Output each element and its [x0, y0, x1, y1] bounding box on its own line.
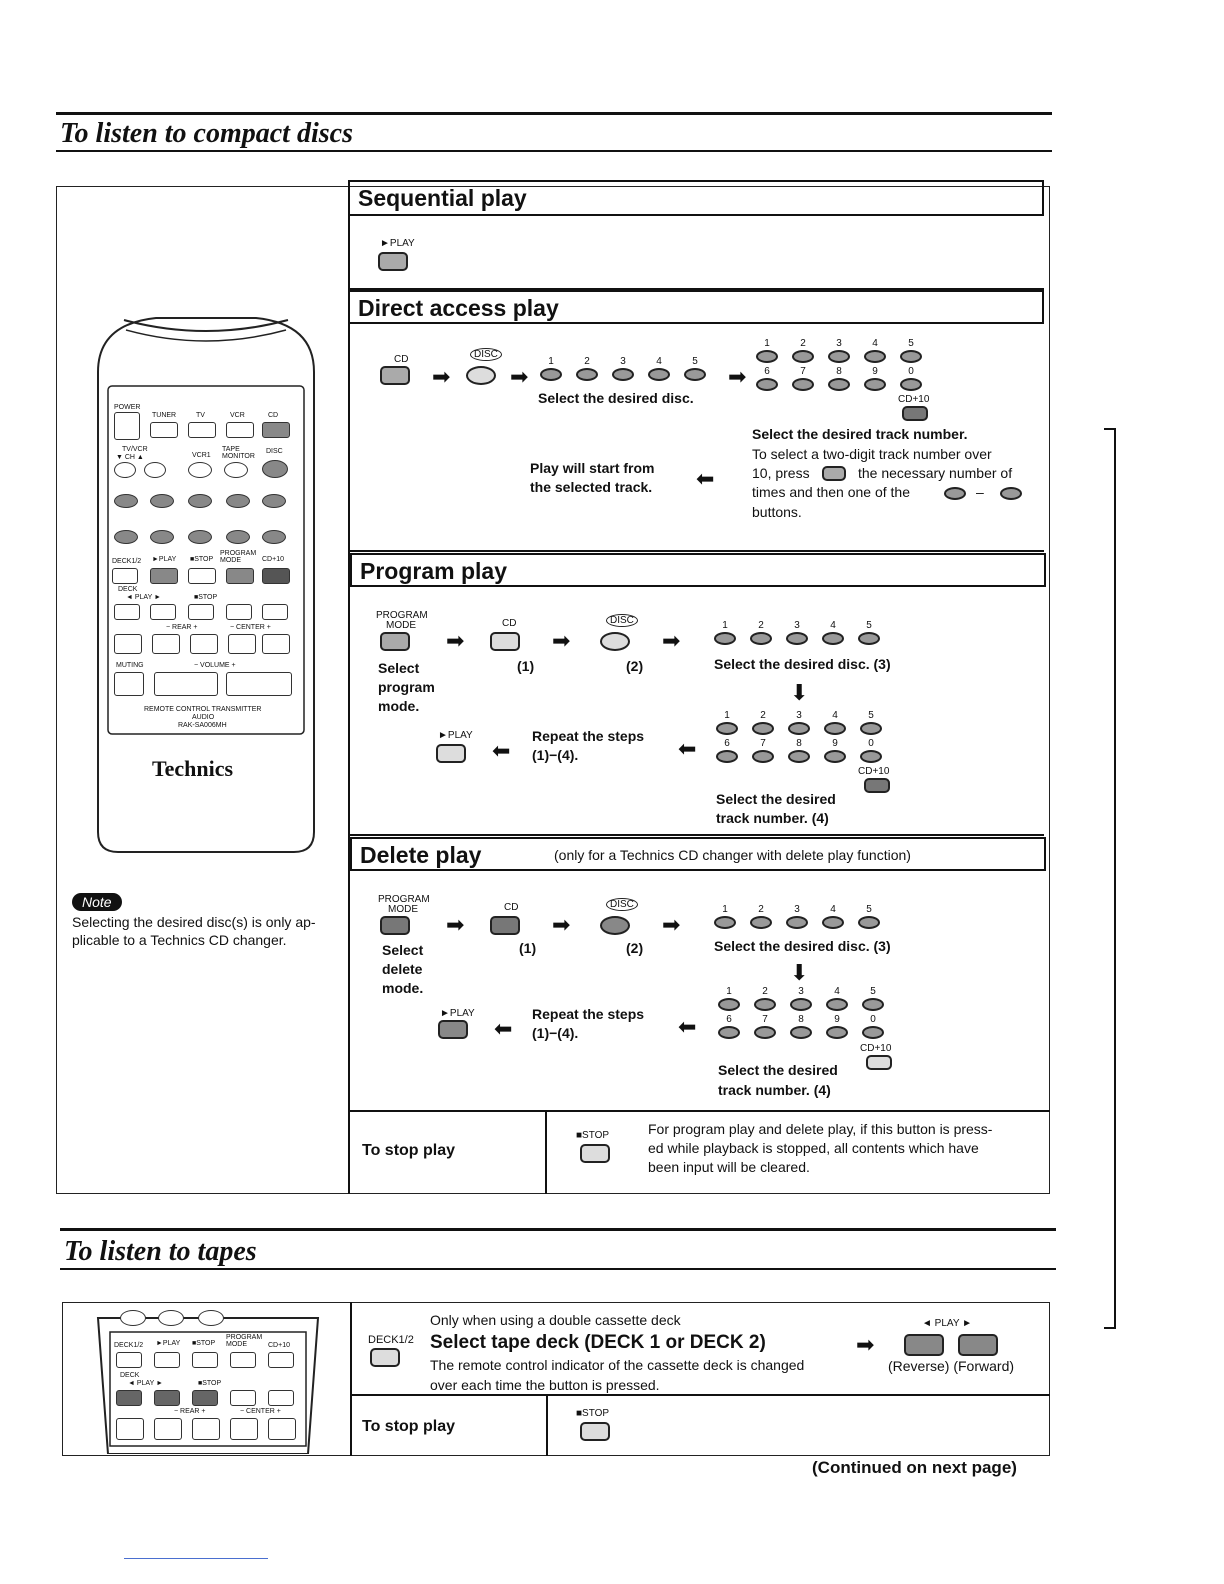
prog-track-num-label-7: 7 [760, 738, 766, 749]
prog-disc-num-button-4[interactable] [822, 632, 844, 645]
cd-stop-desc-1: For program play and delete play, if this button is press- [648, 1121, 993, 1137]
arrow-right-icon: ➡ [510, 364, 529, 389]
arrow-right-icon: ➡ [662, 912, 681, 937]
del-play-button[interactable] [438, 1020, 468, 1039]
remote-rear-down-button[interactable] [152, 634, 180, 654]
tape-remote-deck12-label: DECK1/2 [114, 1342, 144, 1349]
prog-track-num-button-5[interactable] [860, 722, 882, 735]
del-track-num-button-2[interactable] [754, 998, 776, 1011]
direct-track-num-button-4[interactable] [864, 350, 886, 363]
tape-reverse-button[interactable] [904, 1334, 944, 1356]
remote-footer-2: AUDIO [192, 714, 215, 721]
remote-num-6[interactable] [114, 530, 138, 544]
prog-play-button[interactable] [436, 744, 466, 763]
prog-disc-num-button-2[interactable] [750, 632, 772, 645]
note-text-2: plicable to a Technics CD changer. [72, 932, 287, 948]
tape-remote-b2 [154, 1418, 182, 1440]
del-track-num-label-3: 3 [798, 986, 804, 997]
direct-track-num-label-5: 5 [908, 338, 914, 349]
direct-track-num-label-9: 9 [872, 366, 878, 377]
prog-track-num-label-5: 5 [868, 710, 874, 721]
tape-remote-top-oval-2 [158, 1310, 184, 1326]
tape-remote-play-label: ►PLAY [156, 1340, 181, 1347]
prog-play-label: ►PLAY [438, 730, 473, 741]
del-disc-button[interactable] [600, 916, 630, 935]
direct-disc-num-label-1: 1 [548, 356, 554, 367]
remote-tuner-label: TUNER [152, 412, 177, 419]
remote-muting-label: MUTING [116, 662, 144, 669]
remote-tape-monitor-label: TAPE MONITOR [222, 446, 255, 460]
remote-program-mode-button[interactable] [226, 568, 254, 584]
remote-vcr-label: VCR [230, 412, 245, 419]
remote-rear-label: − REAR + [166, 624, 198, 631]
prog-disc-num-label-5: 5 [866, 620, 872, 631]
cd-stop-desc-3: been input will be cleared. [648, 1159, 810, 1175]
del-disc-num-label-5: 5 [866, 904, 872, 915]
del-disc-num-button-5[interactable] [858, 916, 880, 929]
seq-play-label: ►PLAY [380, 238, 415, 249]
tape-remote-cd10-label: CD+10 [268, 1342, 290, 1349]
cd-stop-button[interactable] [580, 1144, 610, 1163]
del-select-mode-2: delete [382, 961, 423, 977]
tape-remote-deck12-button [116, 1352, 142, 1368]
prog-select-track-2: track number. (4) [716, 810, 829, 826]
prog-disc-num-label-3: 3 [794, 620, 800, 631]
direct-track-num-label-6: 6 [764, 366, 770, 377]
remote-center-label: − CENTER + [230, 624, 271, 631]
remote-center-down-button[interactable] [228, 634, 256, 654]
delete-play-heading [350, 837, 1046, 871]
remote-center-up-button[interactable] [262, 634, 290, 654]
remote-num-3[interactable] [188, 494, 212, 508]
prog-select-mode-3: mode. [378, 698, 420, 714]
arrow-right-icon: ➡ [662, 628, 681, 653]
del-play-label: ►PLAY [440, 1008, 475, 1019]
arrow-left-icon: ⬅ [492, 738, 511, 763]
remote-ch-label: ▼ CH ▲ [116, 454, 144, 461]
seq-play-button[interactable] [378, 252, 408, 271]
remote-disc-button[interactable] [262, 460, 288, 478]
del-track-num-label-4: 4 [834, 986, 840, 997]
del-select-track-2: track number. (4) [718, 1082, 831, 1098]
remote-footer-1: REMOTE CONTROL TRANSMITTER [144, 706, 262, 713]
remote-tvvcr-label: TV/VCR [122, 446, 148, 453]
direct-track-num-button-5[interactable] [900, 350, 922, 363]
remote-footer-3: RAK-SA006MH [178, 722, 227, 729]
prog-track-num-label-4: 4 [832, 710, 838, 721]
tape-remote-cdstop-button [192, 1352, 218, 1368]
prog-step-2: (2) [626, 658, 644, 674]
remote-volume-up-button[interactable] [226, 672, 292, 696]
direct-track-num-button-9[interactable] [864, 378, 886, 391]
prog-track-num-label-9: 9 [832, 738, 838, 749]
prog-track-num-label-0: 0 [868, 738, 874, 749]
prog-track-num-button-9[interactable] [824, 750, 846, 763]
del-cd-label: CD [504, 902, 519, 913]
prog-disc-num-button-5[interactable] [858, 632, 880, 645]
del-cd10-button[interactable] [866, 1055, 892, 1070]
direct-track-num-button-8[interactable] [828, 378, 850, 391]
prog-track-num-label-3: 3 [796, 710, 802, 721]
prog-disc-num-button-1[interactable] [714, 632, 736, 645]
tape-remote-progmode-button [230, 1352, 256, 1368]
remote-ch-up-button[interactable] [144, 462, 166, 478]
prog-select-mode-2: program [378, 679, 435, 695]
direct-disc-num-label-2: 2 [584, 356, 590, 367]
program-play-heading: Program play [350, 553, 1046, 587]
tape-remote-closeup [94, 1304, 322, 1454]
inline-cd10-button [822, 466, 846, 481]
direct-play-start-2: the selected track. [530, 479, 653, 495]
tape-remote-rear-label: − REAR + [174, 1408, 206, 1415]
del-select-disc: Select the desired disc. (3) [714, 938, 891, 954]
prog-step-1: (1) [517, 658, 535, 674]
arrow-right-icon: ➡ [552, 912, 571, 937]
remote-deck12-label: DECK1/2 [112, 558, 142, 565]
del-track-num-label-9: 9 [834, 1014, 840, 1025]
del-disc-num-button-1[interactable] [714, 916, 736, 929]
remote-tape-monitor-button[interactable] [224, 462, 248, 478]
tape-stop-label: To stop play [362, 1418, 456, 1435]
remote-muting-button[interactable] [114, 672, 144, 696]
prog-repeat-1: Repeat the steps [532, 728, 645, 744]
prog-track-num-label-1: 1 [724, 710, 730, 721]
del-disc-num-button-3[interactable] [786, 916, 808, 929]
cd-section-title: To listen to compact discs [60, 118, 353, 149]
arrow-right-icon: ➡ [446, 912, 465, 937]
direct-track-num-button-6[interactable] [756, 378, 778, 391]
inline-num-1-icon [944, 487, 966, 500]
del-track-num-label-6: 6 [726, 1014, 732, 1025]
del-disc-num-button-4[interactable] [822, 916, 844, 929]
direct-track-num-button-1[interactable] [756, 350, 778, 363]
prog-mode-button[interactable] [380, 632, 410, 651]
tape-remote-top-oval-1 [120, 1310, 146, 1326]
delete-play-title: Delete play [360, 842, 482, 868]
remote-num-4[interactable] [226, 494, 250, 508]
prog-select-mode-1: Select [378, 660, 420, 676]
prog-track-num-label-2: 2 [760, 710, 766, 721]
tape-remote-stop-label: ■STOP [192, 1340, 216, 1347]
tape-indicator-2: over each time the button is pressed. [430, 1377, 660, 1393]
del-track-num-button-8[interactable] [790, 1026, 812, 1039]
remote-vcr1-label: VCR1 [192, 452, 211, 459]
tape-remote-fwd-button [154, 1390, 180, 1406]
remote-num-1[interactable] [114, 494, 138, 508]
del-step-2: (2) [626, 940, 644, 956]
prog-cd-button[interactable] [490, 632, 520, 651]
tape-remote-deckplay-label: ◄ PLAY ► [128, 1380, 163, 1387]
remote-cd-button[interactable] [262, 422, 290, 438]
prog-track-num-button-0[interactable] [860, 750, 882, 763]
del-cd10-label: CD+10 [860, 1043, 892, 1054]
prog-select-disc: Select the desired disc. (3) [714, 656, 891, 672]
del-step-1: (1) [519, 940, 537, 956]
remote-cd-play-button[interactable] [150, 568, 178, 584]
del-disc-num-label-4: 4 [830, 904, 836, 915]
remote-vcr1-button[interactable] [188, 462, 212, 478]
remote-tv-label: TV [196, 412, 205, 419]
remote-cd-stop-button[interactable] [188, 568, 216, 584]
del-track-num-label-8: 8 [798, 1014, 804, 1025]
arrow-down-icon: ⬇ [790, 680, 809, 705]
prog-disc-num-label-4: 4 [830, 620, 836, 631]
del-track-num-button-3[interactable] [790, 998, 812, 1011]
direct-track-num-label-4: 4 [872, 338, 878, 349]
direct-access-heading: Direct access play [348, 290, 1044, 324]
direct-track-num-button-2[interactable] [792, 350, 814, 363]
remote-volume-down-button[interactable] [154, 672, 218, 696]
dash-icon: – [976, 484, 984, 500]
del-track-num-button-6[interactable] [718, 1026, 740, 1039]
arrow-left-icon: ⬅ [696, 466, 715, 491]
prog-mode-label-1: PROGRAM [376, 610, 428, 621]
remote-deck-rev-button[interactable] [114, 604, 140, 620]
remote-num-0[interactable] [262, 530, 286, 544]
tape-indicator-1: The remote control indicator of the cassette deck is changed [430, 1357, 805, 1373]
remote-num-2[interactable] [150, 494, 174, 508]
note-badge: Note [72, 893, 122, 911]
remote-control [96, 312, 316, 856]
arrow-left-icon: ⬅ [678, 1014, 697, 1039]
tape-stop-button[interactable] [580, 1422, 610, 1441]
direct-track-note-1: To select a two-digit track number over [752, 446, 992, 462]
del-select-mode-1: Select [382, 942, 424, 958]
tape-stop-button-label: ■STOP [576, 1408, 610, 1419]
cd-stop-button-label: ■STOP [576, 1130, 610, 1141]
direct-disc-num-button-2[interactable] [576, 368, 598, 381]
remote-cd10-label: CD+10 [262, 556, 284, 563]
note-text-1: Selecting the desired disc(s) is only ap- [72, 914, 316, 930]
arrow-right-icon: ➡ [728, 364, 747, 389]
remote-rear-up-button[interactable] [190, 634, 218, 654]
remote-deck-play-label: ◄ PLAY ► [126, 594, 161, 601]
del-mode-button[interactable] [380, 916, 410, 935]
tape-remote-rev-button [116, 1390, 142, 1406]
direct-track-num-label-2: 2 [800, 338, 806, 349]
remote-tuner-button[interactable] [150, 422, 178, 438]
del-track-num-label-7: 7 [762, 1014, 768, 1025]
direct-select-disc: Select the desired disc. [538, 390, 694, 406]
del-mode-label-2: MODE [388, 904, 418, 915]
remote-num-9[interactable] [226, 530, 250, 544]
del-track-num-button-7[interactable] [754, 1026, 776, 1039]
direct-track-note-2: 10, press [752, 465, 810, 481]
tape-remote-b1 [116, 1418, 144, 1440]
remote-cd10-button[interactable] [262, 568, 290, 584]
direct-disc-num-button-1[interactable] [540, 368, 562, 381]
remote-deck12-button[interactable] [112, 568, 138, 584]
del-track-num-label-0: 0 [870, 1014, 876, 1025]
tape-remote-program-label: PROGRAM MODE [226, 1334, 263, 1348]
del-track-num-label-2: 2 [762, 986, 768, 997]
del-track-num-button-1[interactable] [718, 998, 740, 1011]
direct-disc-button[interactable] [466, 366, 496, 385]
prog-track-num-button-2[interactable] [752, 722, 774, 735]
direct-cd-button[interactable] [380, 366, 410, 385]
direct-disc-label: DISC [470, 348, 502, 361]
remote-play-label: ►PLAY [152, 556, 177, 563]
prog-track-num-button-3[interactable] [788, 722, 810, 735]
tape-remote-vcrplay-button [230, 1390, 256, 1406]
del-track-num-label-5: 5 [870, 986, 876, 997]
prog-disc-label: DISC [606, 614, 638, 627]
remote-deck-label: DECK [118, 586, 138, 593]
direct-track-num-button-0[interactable] [900, 378, 922, 391]
del-disc-num-label-1: 1 [722, 904, 728, 915]
del-repeat-1: Repeat the steps [532, 1006, 645, 1022]
sequential-play-heading: Sequential play [348, 180, 1044, 216]
tape-remote-b4 [230, 1418, 258, 1440]
tape-rev-fwd: (Reverse) (Forward) [888, 1358, 1015, 1374]
tape-remote-cdplay-button [154, 1352, 180, 1368]
direct-cd10-button[interactable] [902, 406, 928, 421]
remote-cd-label: CD [268, 412, 279, 419]
prog-cd-label: CD [502, 618, 517, 629]
tape-remote-b5 [268, 1418, 296, 1440]
prog-track-num-button-8[interactable] [788, 750, 810, 763]
del-track-num-button-4[interactable] [826, 998, 848, 1011]
prog-select-track-1: Select the desired [716, 791, 836, 807]
tape-play-label: ◄ PLAY ► [922, 1318, 972, 1329]
direct-track-note-3: the necessary number of [858, 465, 1013, 481]
remote-num-5[interactable] [262, 494, 286, 508]
tape-section-title: To listen to tapes [64, 1236, 257, 1267]
direct-play-start-1: Play will start from [530, 460, 655, 476]
direct-track-note-5: buttons. [752, 504, 802, 520]
tape-remote-vcrstop-button [268, 1390, 294, 1406]
delete-play-note: (only for a Technics CD changer with delete play function) [554, 847, 911, 863]
tape-remote-top-oval-3 [198, 1310, 224, 1326]
remote-deck-stop-label: ■STOP [194, 594, 218, 601]
prog-repeat-2: (1)−(4). [532, 747, 579, 763]
direct-select-track: Select the desired track number. [752, 426, 968, 442]
arrow-right-icon: ➡ [432, 364, 451, 389]
tape-remote-deck-label: DECK [120, 1372, 140, 1379]
tape-remote-cd10-button [268, 1352, 294, 1368]
prog-disc-num-label-2: 2 [758, 620, 764, 631]
prog-track-num-button-1[interactable] [716, 722, 738, 735]
prog-track-num-label-6: 6 [724, 738, 730, 749]
remote-stop-label: ■STOP [190, 556, 214, 563]
direct-track-num-label-7: 7 [800, 366, 806, 377]
prog-track-num-button-7[interactable] [752, 750, 774, 763]
tape-remote-center-label: − CENTER + [240, 1408, 281, 1415]
arrow-down-icon: ⬇ [790, 960, 809, 985]
del-disc-num-label-2: 2 [758, 904, 764, 915]
direct-track-num-button-3[interactable] [828, 350, 850, 363]
tape-remote-b3 [192, 1418, 220, 1440]
remote-vcr-stop-button[interactable] [262, 604, 288, 620]
prog-disc-button[interactable] [600, 632, 630, 651]
direct-track-num-label-1: 1 [764, 338, 770, 349]
prog-track-num-button-6[interactable] [716, 750, 738, 763]
direct-track-num-button-7[interactable] [792, 378, 814, 391]
direct-cd10-label: CD+10 [898, 394, 930, 405]
del-disc-num-button-2[interactable] [750, 916, 772, 929]
cd-stop-label: To stop play [362, 1142, 456, 1159]
del-track-num-label-1: 1 [726, 986, 732, 997]
direct-track-note-4: times and then one of the [752, 484, 910, 500]
direct-track-num-label-3: 3 [836, 338, 842, 349]
arrow-right-icon: ➡ [552, 628, 571, 653]
prog-disc-num-label-1: 1 [722, 620, 728, 631]
remote-power-button[interactable] [114, 412, 140, 440]
direct-cd-label: CD [394, 354, 409, 365]
remote-deck-fwd-button[interactable] [150, 604, 176, 620]
remote-vcr-button[interactable] [226, 422, 254, 438]
tape-deck12-label: DECK1/2 [368, 1334, 414, 1346]
prog-cd10-label: CD+10 [858, 766, 890, 777]
direct-disc-num-button-4[interactable] [648, 368, 670, 381]
prog-cd10-button[interactable] [864, 778, 890, 793]
tape-deck12-button[interactable] [370, 1348, 400, 1367]
tape-select-deck: Select tape deck (DECK 1 or DECK 2) [430, 1332, 766, 1353]
remote-ch-down-button[interactable] [114, 462, 136, 478]
remote-program-mode-label: PROGRAM MODE [220, 550, 257, 564]
del-disc-label: DISC [606, 898, 638, 911]
direct-track-num-label-0: 0 [908, 366, 914, 377]
tape-forward-button[interactable] [958, 1334, 998, 1356]
direct-disc-num-label-5: 5 [692, 356, 698, 367]
direct-disc-num-button-3[interactable] [612, 368, 634, 381]
arrow-left-icon: ⬅ [678, 736, 697, 761]
remote-power-label: POWER [114, 404, 141, 411]
del-cd-button[interactable] [490, 916, 520, 935]
del-disc-num-label-3: 3 [794, 904, 800, 915]
direct-disc-num-label-4: 4 [656, 356, 662, 367]
remote-volume-label: − VOLUME + [194, 662, 236, 669]
tape-remote-stop-button [192, 1390, 218, 1406]
direct-disc-num-label-3: 3 [620, 356, 626, 367]
remote-num-7[interactable] [150, 530, 174, 544]
remote-tv-button[interactable] [188, 422, 216, 438]
cd-stop-desc-2: ed while playback is stopped, all contents which have [648, 1140, 979, 1156]
prog-track-num-button-4[interactable] [824, 722, 846, 735]
remote-brand-logo: Technics [152, 756, 234, 781]
del-track-num-button-5[interactable] [862, 998, 884, 1011]
tape-remote-deckstop-label: ■STOP [198, 1380, 222, 1387]
del-select-track-1: Select the desired [718, 1062, 838, 1078]
inline-num-0-icon [1000, 487, 1022, 500]
arrow-right-icon: ➡ [446, 628, 465, 653]
prog-disc-num-button-3[interactable] [786, 632, 808, 645]
remote-deck-stop-button[interactable] [188, 604, 214, 620]
del-mode-label-1: PROGRAM [378, 894, 430, 905]
arrow-right-icon: ➡ [856, 1332, 875, 1357]
arrow-left-icon: ⬅ [494, 1016, 513, 1041]
remote-disc-label: DISC [266, 448, 283, 455]
remote-vcr-play-button[interactable] [226, 604, 252, 620]
del-track-num-button-9[interactable] [826, 1026, 848, 1039]
direct-track-num-label-8: 8 [836, 366, 842, 377]
continued-note: (Continued on next page) [812, 1458, 1017, 1477]
remote-num-8[interactable] [188, 530, 212, 544]
remote-mode-button[interactable] [114, 634, 142, 654]
del-select-mode-3: mode. [382, 980, 424, 996]
del-track-num-button-0[interactable] [862, 1026, 884, 1039]
prog-track-num-label-8: 8 [796, 738, 802, 749]
del-repeat-2: (1)−(4). [532, 1025, 579, 1041]
prog-mode-label-2: MODE [386, 620, 416, 631]
direct-disc-num-button-5[interactable] [684, 368, 706, 381]
tape-only-when: Only when using a double cassette deck [430, 1312, 681, 1328]
